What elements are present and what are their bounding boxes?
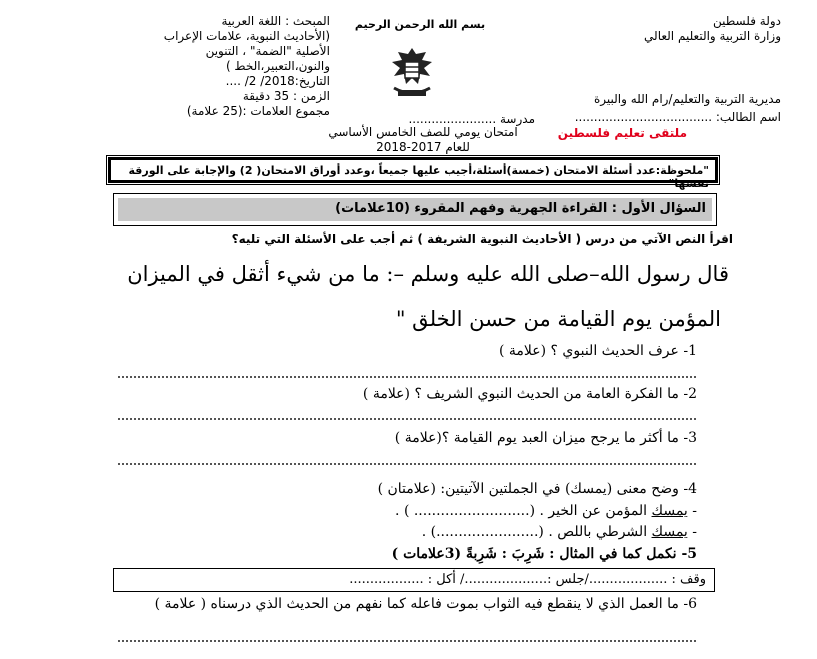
- header-directorate: مديرية التربية والتعليم/رام الله والبيرة: [593, 92, 781, 106]
- exam-info: [328, 125, 518, 155]
- q4a-word: يمسك: [651, 503, 688, 519]
- basmala: بسم الله الرحمن الرحيم: [354, 18, 486, 31]
- exam-note: "ملحوظة:عدد أسئلة الامتحان (خمسة)أسئلة،أجيب عليها جميعاً ،وعدد أوراق الامتحان( 2) والإجابة على الورقة نفسها": [108, 157, 718, 183]
- time-line: الزمن : 35 دقيقة: [242, 89, 330, 103]
- question-2: 2- ما الفكرة العامة من الحديث النبوي الشريف ؟ (علامة ): [362, 386, 697, 402]
- total-marks-line: مجموع العلامات :(25 علامة): [186, 104, 330, 118]
- topics-line-2: الأصلية "الضمة" ، التنوين: [205, 44, 330, 58]
- question-3: 3- ما أكثر ما يرجح ميزان العبد يوم القيامة ؟(علامة ): [394, 430, 697, 446]
- header-country: دولة فلسطين: [712, 14, 781, 28]
- question-5-fill-box[interactable]: وقف : .................../جلس :..................../ أكل : ..................: [113, 568, 715, 592]
- header-center: [320, 18, 520, 31]
- topics-line-1: (الأحاديث النبوية، علامات الإعراب: [163, 29, 330, 43]
- date-line: التاريخ:2018/ 2/ ....: [225, 74, 330, 88]
- answer-line-3[interactable]: [118, 463, 696, 465]
- subject-line: المبحث : اللغة العربية: [221, 14, 330, 28]
- q4b-word: يمسك: [651, 524, 688, 540]
- passage-line-2: المؤمن يوم القيامة من حسن الخلق ": [395, 307, 721, 331]
- topics-line-3: والنون،التعبير،الخط ): [225, 59, 330, 73]
- answer-line-2[interactable]: [118, 418, 696, 420]
- question-6: 6- ما العمل الذي لا ينقطع فيه الثواب بموت فاعله كما نفهم من الحديث الذي درسناه ( علامة ): [154, 596, 697, 612]
- header-left: [120, 14, 330, 119]
- passage-line-1: قال رسول الله–صلى الله عليه وسلم –: ما من شيء أثقل في الميزان: [127, 262, 729, 286]
- exam-year: للعام 2017-2018: [376, 140, 470, 154]
- q4a-dash: -: [687, 503, 697, 519]
- instruction: اقرأ النص الآتي من درس ( الأحاديث النبوية الشريفة ) ثم أجب على الأسئلة التي تليه؟: [231, 232, 733, 246]
- header-right: [531, 14, 781, 44]
- q4a-rest: المؤمن عن الخير . (.......................... ) .: [395, 503, 652, 519]
- answer-line-6[interactable]: [118, 640, 696, 642]
- question-1-title: السؤال الأول : القراءة الجهرية وفهم المقروء (10علامات): [118, 198, 712, 221]
- student-name-field: اسم الطالب: ....................................: [574, 110, 781, 124]
- exam-title: امتحان يومي للصف الخامس الأساسي: [328, 125, 518, 139]
- header-ministry: وزارة التربية والتعليم العالي: [644, 29, 781, 43]
- school-field: مدرسة .......................: [408, 112, 535, 126]
- question-5: 5- نكمل كما في المثال : شَرِبَ : شَرِبةً (3علامات ): [391, 546, 697, 562]
- answer-line-1[interactable]: [118, 376, 696, 378]
- question-4b: [422, 524, 697, 540]
- palestine-emblem-icon: [384, 42, 440, 102]
- watermark-text: ملتقى تعليم فلسطين: [557, 126, 687, 140]
- q4b-rest: الشرطي باللص . (.......................) .: [421, 524, 652, 540]
- question-1: 1- عرف الحديث النبوي ؟ (علامة ): [499, 343, 697, 359]
- question-4a: [395, 503, 697, 519]
- q4b-dash: -: [687, 524, 697, 540]
- question-4: 4- وضح معنى (يمسك) في الجملتين الآتيتين: (علامتان ): [377, 481, 697, 497]
